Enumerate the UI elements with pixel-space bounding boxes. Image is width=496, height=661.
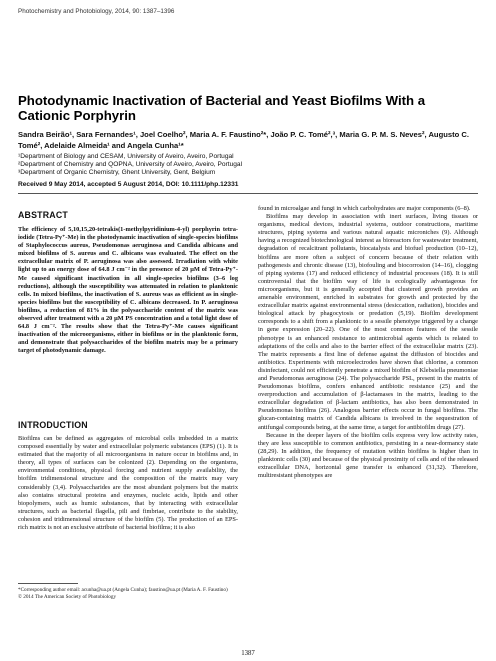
right-paragraph-3: Because in the deeper layers of the biofilm cells express very low activity rates, they are less susceptible to common antibiotics, persisting in a near-dormancy state (28,29). In addition, the frequency of mutation within biofilms is higher than in planktonic cells (30) and because of the physical proximity of cells and of the released extracellular DNA, horizontal gene transfer is enhanced (31,32). Therefore, multiresistant phenotypes are <box>258 431 478 480</box>
author-list: Sandra Beirão¹, Sara Fernandes¹, Joel Coelho², Maria A. F. Faustino²*, João P. C. Tomé²,³, Maria G. P. M. S. Neves², Augusto C. Tomé², Adelaide Almeida¹ and Angela Cunha¹* <box>18 130 469 150</box>
right-paragraph-2: Biofilms may develop in association with inert surfaces, living tissues or organisms, medical devices, industrial systems, outdoor constructions, maritime structures, piping systems and various natural aquatic microniches (9). Although having a recognized biotechnological interest as bioreactors for wastewater treatment, degradation of recalcitrant pollutants, biocatalysis and biofuel production (10–12), biofilms are more often a subject of concern because of their relation with pathogenesis and chronic disease (13), biofouling and biocorrosion (14–16), clogging of piping systems (17) and reduced efficiency of industrial processes (18). It is still controversial that the biofilm way of life is ecologically advantageous for microorganisms, but it is generally accepted that clustered growth provides an amenable environment, enriched in substrates for growth and protected by the extracellular matrix against environmental stress (desiccation, radiation), biocides and biological attack by phagocytosis or predation (5,19). Biofilm development corresponds to a shift from a planktonic to a sessile phenotype triggered by a change in gene expression (20–22). One of the most common features of the sessile phenotype is an enhanced resistance to antimicrobial agents which is related to adaptations of the cells and also to the barrier effect of the extracellular matrix (23). The matrix represents a first line of defense against the diffusion of biocides and antibiotics. Experiments with microelectrodes have shown that chlorine, a common disinfectant, could not efficiently penetrate a mixed biofilm of Klebsiella pneumoniae and Pseudomonas aeruginosa (24). The polysaccharide PSL, present in the matrix of Pseudomonas biofilms, confers enhanced antibiotic resistance (25) and the overproduction and accumulation of β-lactamases in the matrix, leading to the extracellular degradation of β-lactam antibiotics, has also been demonstrated in Pseudomonas biofilms (26). Analogous barrier effects occur in fungal biofilms. The glucan-containing matrix of Candida albicans is involved in the sequestration of antifungal compounds being, at the same time, a target for antibiofilm drugs (27). <box>258 213 478 431</box>
footnote-divider <box>18 583 78 584</box>
right-paragraph-1: found in microalgae and fungi in which carbohydrates are major components (6–8). <box>258 205 471 212</box>
affiliation-3: ³Department of Organic Chemistry, Ghent University, Gent, Belgium <box>18 169 216 176</box>
abstract-text: The efficiency of 5,10,15,20-tetrakis(1-methylpyridinium-4-yl) porphyrin tetra-iodide (Tetra-Py⁺-Me) in the photodynamic inactivation of single-species biofilms of Staphylococcus aureus, Pseudomonas aeruginosa and Candida albicans and mixed biofilms of S. aureus and C. albicans was evaluated. The effect on the extracellular matrix of P. aeruginosa was also assessed. Irradiation with white light up to an energy dose of 64.8 J cm⁻² in the presence of 20 μM of Tetra-Py⁺-Me caused significant inactivation in all single-species biofilms (3–6 log reductions), although the susceptibility was attenuated in relation to planktonic cells. In mixed biofilms, the inactivation of S. aureus was as efficient as in single-species biofilms but the susceptibility of C. albicans decreased. In P. aeruginosa biofilms, a reduction of 81% in the polysaccharide content of the matrix was observed after treatment with a 20 μM PS concentration and a total light dose of 64.8 J cm⁻². The results show that the Tetra-Py⁺-Me causes significant inactivation of the microorganisms, either in biofilms or in the planktonic form, and demonstrate that polysaccharides of the biofilm matrix may be a primary target of photodynamic damage. <box>18 226 238 355</box>
affiliation-1: ¹Department of Biology and CESAM, University of Aveiro, Aveiro, Portugal <box>18 153 234 160</box>
header-divider <box>18 193 478 194</box>
journal-citation: Photochemistry and Photobiology, 2014, 90: 1387–1396 <box>18 8 175 15</box>
affiliation-2: ²Department of Chemistry and QOPNA, University of Aveiro, Aveiro, Portugal <box>18 161 243 168</box>
introduction-heading: INTRODUCTION <box>18 420 88 430</box>
copyright-line: © 2014 The American Society of Photobiology <box>18 593 117 600</box>
footnote <box>18 587 238 600</box>
received-dates: Received 9 May 2014, accepted 5 August 2014, DOI: 10.1111/php.12331 <box>18 181 239 188</box>
corresponding-author: *Corresponding author email: acunha@ua.pt (Angela Cunha); faustino@ua.pt (Maria A. F. Faustino) <box>18 587 228 593</box>
introduction-text: Biofilms can be defined as aggregates of microbial cells imbedded in a matrix composed essentially by water and extracellular polymeric substances (EPS) (1). It is estimated that the majority of all microorganisms in nature occur in biofilms and, in theory, all types of surfaces can be colonized (2). Depending on the organisms, environmental conditions, physical forcing and nutrient supply availability, the biofilm tridimensional structure and the composition of the matrix may vary considerably (3,4). Polysaccharides are the most abundant polymers but the matrix also contains structural proteins and enzymes, nucleic acids, lipids and other biopolymers, such as humic substances, that by interacting with extracellular structures, such as bacterial flagella, pili and fimbriae, contribute to the stability, cohesion and tridimensional structure of the biofilm (5). The production of an EPS-rich matrix is not an exclusive attribute of bacterial biofilms; it is also <box>18 435 238 532</box>
abstract-heading: ABSTRACT <box>18 210 68 220</box>
affiliations <box>18 153 478 177</box>
article-title: Photodynamic Inactivation of Bacterial and Yeast Biofilms With a Cationic Porphyrin <box>18 93 426 123</box>
right-column <box>258 205 478 480</box>
page-number: 1387 <box>241 650 255 657</box>
